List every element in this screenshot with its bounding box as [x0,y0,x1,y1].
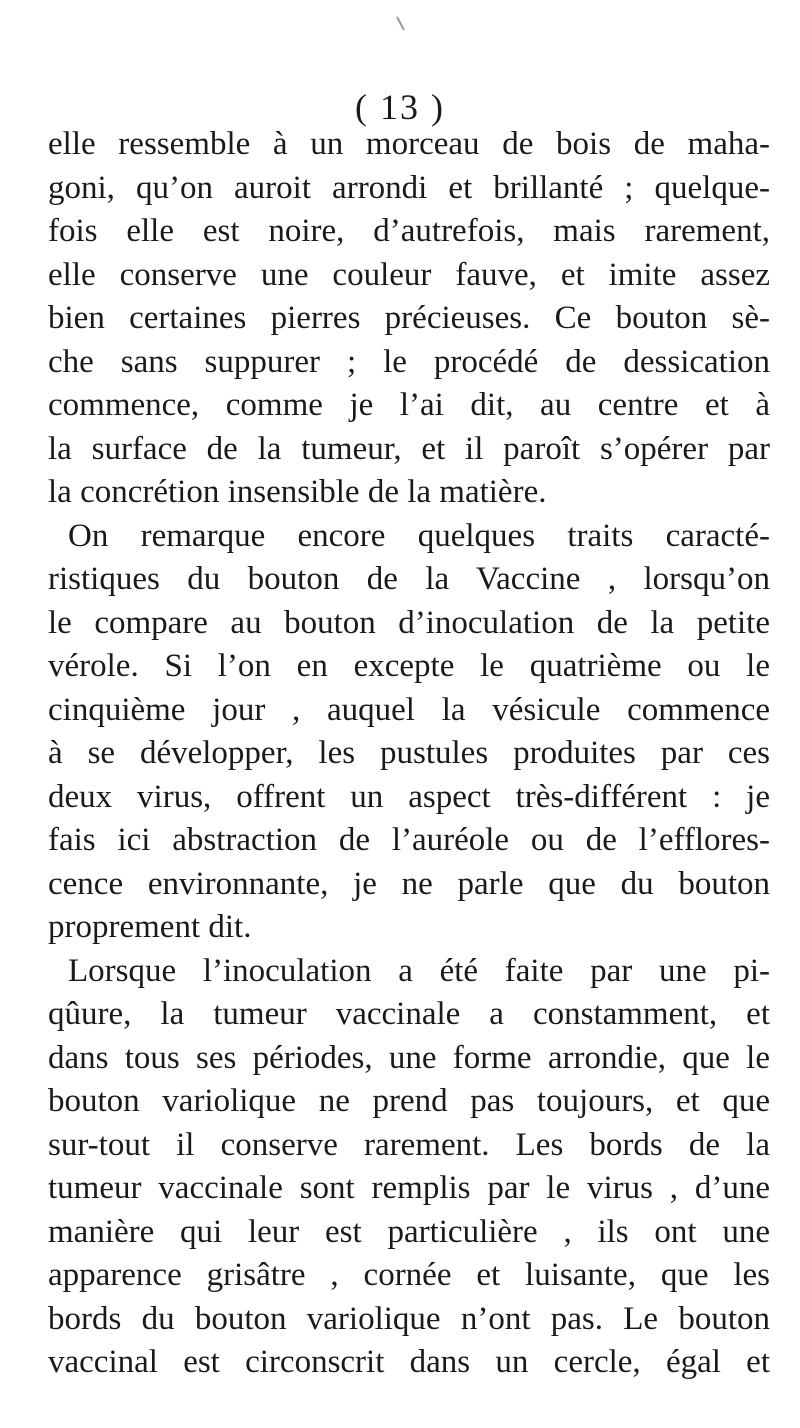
text-line: vérole. Si l’on en excepte le quatrième ou le [48,648,770,684]
text-line: ristiques du bouton de la Vaccine , lorsqu’on [48,561,770,597]
text-line: elle conserve une couleur fauve, et imite assez [48,256,770,293]
text-line: Lorsque l’inoculation a été faite par une pi- [68,952,770,989]
text-line: tumeur vaccinale sont remplis par le virus , d’une [48,1170,770,1206]
text-line: sur-tout il conserve rarement. Les bords de la [48,1126,770,1163]
body-text [48,123,770,1385]
text-line: bien certaines pierres précieuses. Ce bouton sè- [48,300,770,336]
text-line: dans tous ses périodes, une forme arrondie, que le [48,1039,770,1076]
text-line: che sans suppurer ; le procédé de dessication [48,343,770,380]
text-line: à se développer, les pustules produites par ces [48,735,770,771]
page-number: ( 13 ) [355,87,445,127]
text-line: qûure, la tumeur vaccinale a constamment, et [48,996,770,1032]
text-line: cence environnante, je ne parle que du bouton [48,865,770,902]
text-line: proprement dit. [48,909,252,945]
text-line: le compare au bouton d’inoculation de la petite [48,604,770,641]
text-line: vaccinal est circonscrit dans un cercle, égal et [48,1344,770,1380]
text-line: fois elle est noire, d’autrefois, mais rarement, [48,213,770,249]
text-line: cinquième jour , auquel la vésicule commence [48,691,770,728]
text-line: fais ici abstraction de l’auréole ou de l’efflores- [48,822,770,858]
text-line: apparence grisâtre , cornée et luisante, que les [48,1257,770,1293]
text-line: la surface de la tumeur, et il paroît s’opérer par [48,430,770,467]
text-line: manière qui leur est particulière , ils ont une [48,1213,770,1250]
text-line: deux virus, offrent un aspect très-différent : je [48,778,770,815]
text-line: bords du bouton variolique n’ont pas. Le bouton [48,1300,770,1337]
text-line: la concrétion insensible de la matière. [48,474,547,510]
printer-mark-icon [396,16,406,32]
text-line: elle ressemble à un morceau de bois de maha- [48,126,770,162]
text-line: On remarque encore quelques traits caracté- [68,517,770,554]
text-line: goni, qu’on auroit arrondi et brillanté ; quelque- [48,169,770,206]
text-line: bouton variolique ne prend pas toujours, et que [48,1083,770,1119]
text-line: commence, comme je l’ai dit, au centre et à [48,387,770,423]
